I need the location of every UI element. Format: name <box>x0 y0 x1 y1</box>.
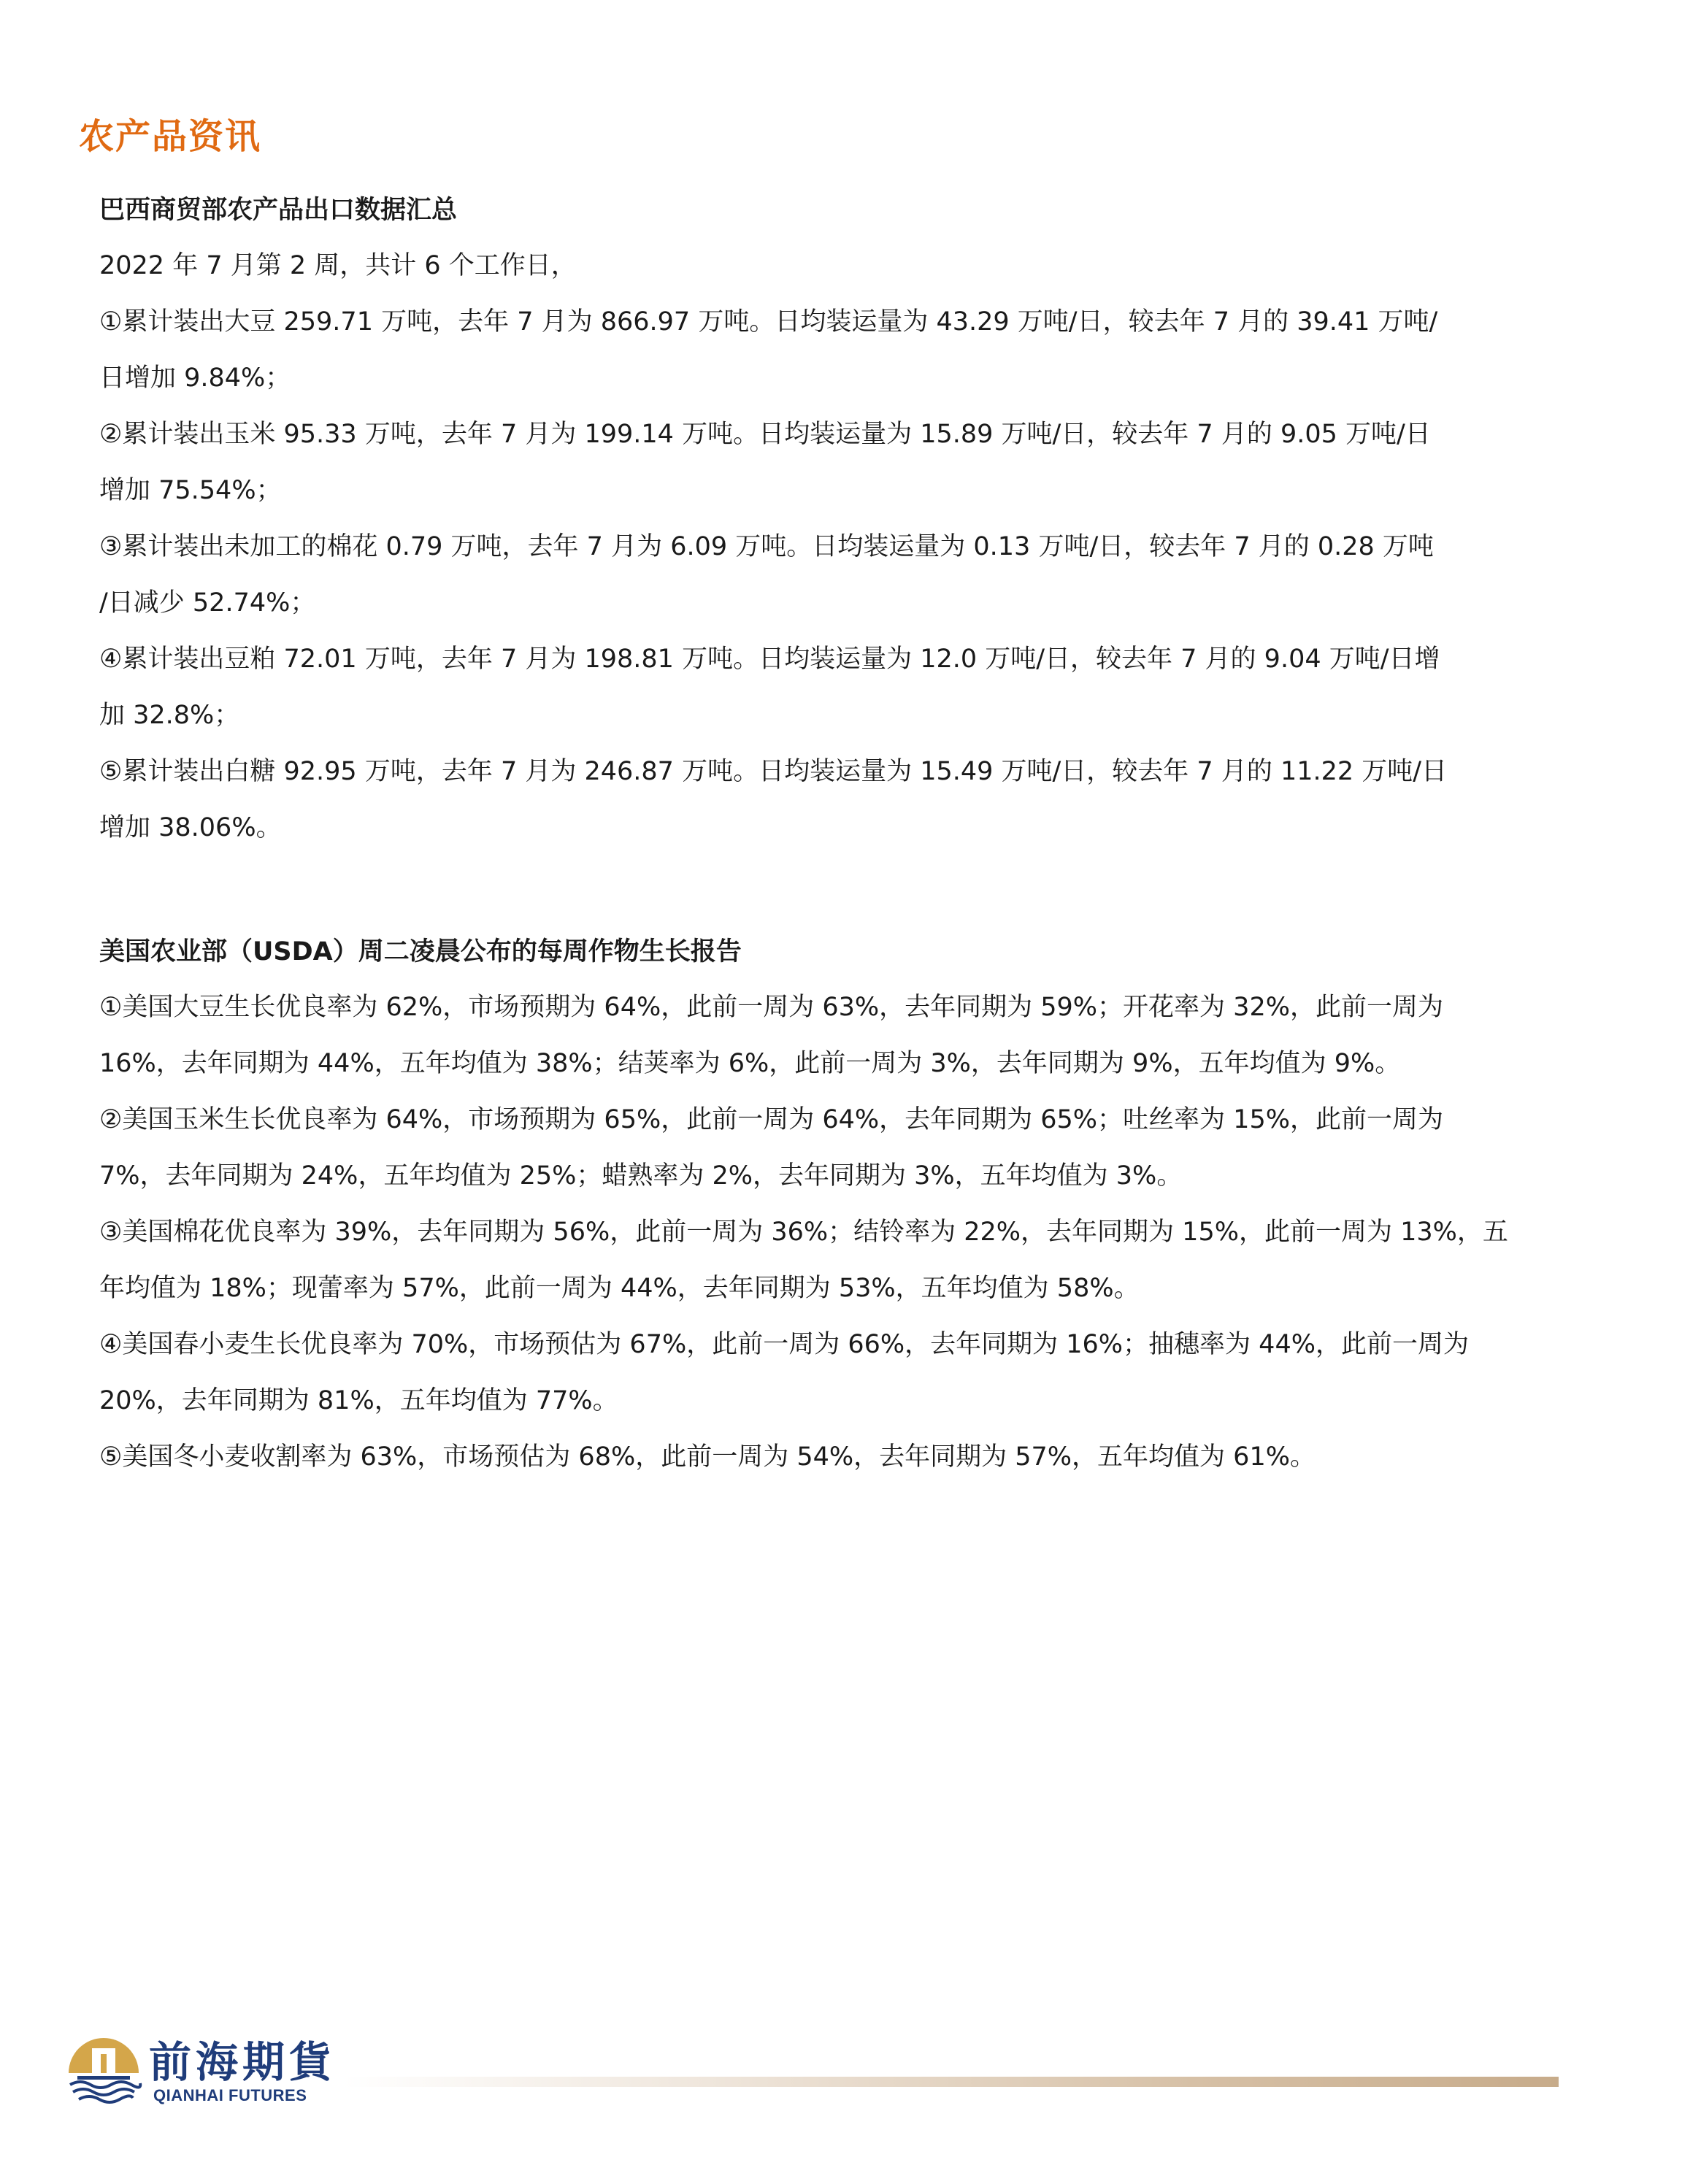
brazil-item-sugar: ⑤累计装出白糖 92.95 万吨，去年 7 月为 246.87 万吨。日均装运量为 15.49 万吨/日，较去年 7 月的 11.22 万吨/日 <box>99 757 1448 786</box>
brazil-item-corn: ②累计装出玉米 95.33 万吨，去年 7 月为 199.14 万吨。日均装运量为 15.89 万吨/日，较去年 7 月的 9.05 万吨/日 <box>99 420 1431 449</box>
section-title: 农产品资讯 <box>79 116 262 157</box>
usda-report-heading: 美国农业部（USDA）周二凌晨公布的每周作物生长报告 <box>99 937 742 966</box>
brazil-export-body <box>99 238 1559 856</box>
usda-item-soybean: ①美国大豆生长优良率为 62%，市场预期为 64%，此前一周为 63%，去年同期为 59%；开花率为 32%，此前一周为 <box>99 993 1443 1022</box>
usda-item-corn: ②美国玉米生长优良率为 64%，市场预期为 65%，此前一周为 64%，去年同期为 65%；吐丝率为 15%，此前一周为 <box>99 1105 1443 1134</box>
brazil-item-soybean-cont: 日增加 9.84%； <box>99 364 291 393</box>
brazil-item-soymeal-cont: 加 32.8%； <box>99 701 240 730</box>
usda-item-corn-cont: 7%，去年同期为 24%，五年均值为 25%；蜡熟率为 2%，去年同期为 3%，五年均值为 3%。 <box>99 1161 1183 1191</box>
usda-item-soybean-cont: 16%，去年同期为 44%，五年均值为 38%；结荚率为 6%，此前一周为 3%，去年同期为 9%，五年均值为 9%。 <box>99 1049 1401 1078</box>
company-logo <box>63 2028 337 2115</box>
logo-chinese-name: 前海期貨 <box>149 2037 337 2087</box>
logo-english-name: QIANHAI FUTURES <box>153 2086 307 2104</box>
brazil-item-cotton-cont: /日减少 52.74%； <box>99 588 316 618</box>
brazil-item-corn-cont: 增加 75.54%； <box>99 476 282 505</box>
usda-item-spring-wheat: ④美国春小麦生长优良率为 70%，市场预估为 67%，此前一周为 66%，去年同期为 16%；抽穗率为 44%，此前一周为 <box>99 1330 1469 1359</box>
usda-item-cotton-cont: 年均值为 18%；现蕾率为 57%，此前一周为 44%，去年同期为 53%，五年均值为 58%。 <box>99 1274 1140 1303</box>
usda-item-cotton: ③美国棉花优良率为 39%，去年同期为 56%，此前一周为 36%；结铃率为 22%，去年同期为 15%，此前一周为 13%，五 <box>99 1218 1508 1247</box>
brazil-item-soymeal: ④累计装出豆粕 72.01 万吨，去年 7 月为 198.81 万吨。日均装运量为 12.0 万吨/日，较去年 7 月的 9.04 万吨/日增 <box>99 645 1440 674</box>
usda-item-winter-wheat: ⑤美国冬小麦收割率为 63%，市场预估为 68%，此前一周为 54%，去年同期为 57%，五年均值为 61%。 <box>99 1442 1316 1472</box>
qianhai-logo-icon <box>63 2032 145 2105</box>
brazil-intro: 2022 年 7 月第 2 周，共计 6 个工作日， <box>99 251 577 280</box>
section-gap <box>99 856 1559 924</box>
brazil-item-sugar-cont: 增加 38.06%。 <box>99 813 282 842</box>
brazil-export-heading: 巴西商贸部农产品出口数据汇总 <box>99 196 458 225</box>
usda-report-body <box>99 980 1559 1485</box>
brazil-item-cotton: ③累计装出未加工的棉花 0.79 万吨，去年 7 月为 6.09 万吨。日均装运量为 0.13 万吨/日，较去年 7 月的 0.28 万吨 <box>99 532 1434 561</box>
footer-divider <box>343 2077 1559 2087</box>
usda-item-spring-wheat-cont: 20%，去年同期为 81%，五年均值为 77%。 <box>99 1386 618 1415</box>
article-content <box>99 182 1559 1485</box>
brazil-item-soybean: ①累计装出大豆 259.71 万吨，去年 7 月为 866.97 万吨。日均装运量为 43.29 万吨/日，较去年 7 月的 39.41 万吨/ <box>99 307 1438 337</box>
